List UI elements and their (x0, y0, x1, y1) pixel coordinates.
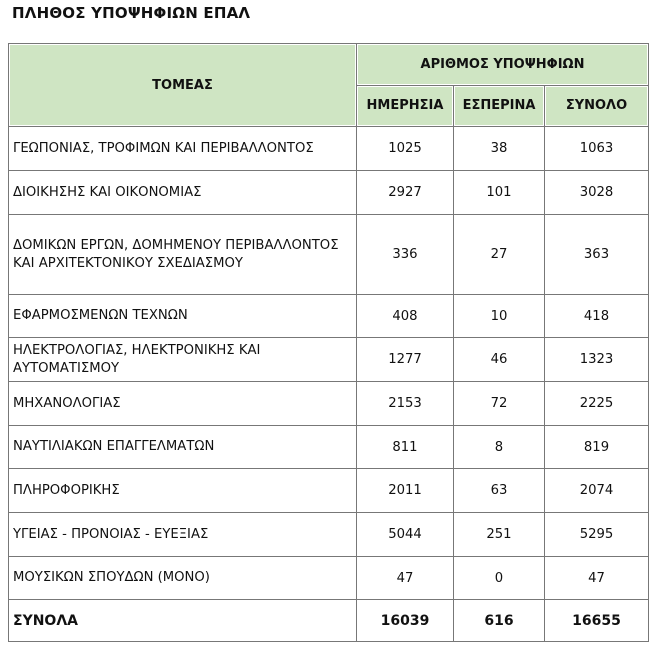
table-row (9, 513, 649, 557)
evening-cell: 38 (454, 127, 545, 171)
total-column-header: ΣΥΝΟΛΟ (545, 85, 649, 127)
totals-day: 16039 (357, 600, 454, 642)
table-row (9, 426, 649, 469)
day-cell: 1025 (357, 127, 454, 171)
sector-cell: ΔΙΟΙΚΗΣΗΣ ΚΑΙ ΟΙΚΟΝΟΜΙΑΣ (9, 171, 357, 215)
sector-cell: ΔΟΜΙΚΩΝ ΕΡΓΩΝ, ΔΟΜΗΜΕΝΟΥ ΠΕΡΙΒΑΛΛΟΝΤΟΣ ΚΑΙ ΑΡΧΙΤΕΚΤΟΝΙΚΟΥ ΣΧΕΔΙΑΣΜΟΥ (9, 215, 357, 295)
sector-cell: ΝΑΥΤΙΛΙΑΚΩΝ ΕΠΑΓΓΕΛΜΑΤΩΝ (9, 426, 357, 469)
day-cell: 2011 (357, 469, 454, 513)
evening-cell: 101 (454, 171, 545, 215)
day-cell: 2927 (357, 171, 454, 215)
total-cell: 1323 (545, 338, 649, 382)
sector-cell: ΜΗΧΑΝΟΛΟΓΙΑΣ (9, 382, 357, 426)
evening-cell: 10 (454, 295, 545, 338)
evening-cell: 46 (454, 338, 545, 382)
evening-cell: 63 (454, 469, 545, 513)
day-cell: 2153 (357, 382, 454, 426)
table-row (9, 557, 649, 600)
day-cell: 811 (357, 426, 454, 469)
total-cell: 418 (545, 295, 649, 338)
day-column-header: ΗΜΕΡΗΣΙΑ (357, 85, 454, 127)
evening-cell: 8 (454, 426, 545, 469)
page-title: ΠΛΗΘΟΣ ΥΠΟΨΗΦΙΩΝ ΕΠΑΛ (12, 4, 251, 22)
day-cell: 336 (357, 215, 454, 295)
evening-cell: 0 (454, 557, 545, 600)
sector-cell: ΗΛΕΚΤΡΟΛΟΓΙΑΣ, ΗΛΕΚΤΡΟΝΙΚΗΣ ΚΑΙ ΑΥΤΟΜΑΤΙΣΜΟΥ (9, 338, 357, 382)
sector-cell: ΜΟΥΣΙΚΩΝ ΣΠΟΥΔΩΝ (ΜΟΝΟ) (9, 557, 357, 600)
total-cell: 819 (545, 426, 649, 469)
day-cell: 5044 (357, 513, 454, 557)
totals-evening: 616 (454, 600, 545, 642)
day-cell: 408 (357, 295, 454, 338)
total-cell: 2225 (545, 382, 649, 426)
table-row (9, 215, 649, 295)
sector-cell: ΕΦΑΡΜΟΣΜΕΝΩΝ ΤΕΧΝΩΝ (9, 295, 357, 338)
table-row (9, 469, 649, 513)
sector-cell: ΠΛΗΡΟΦΟΡΙΚΗΣ (9, 469, 357, 513)
evening-cell: 72 (454, 382, 545, 426)
totals-row (9, 600, 649, 642)
sector-cell: ΓΕΩΠΟΝΙΑΣ, ΤΡΟΦΙΜΩΝ ΚΑΙ ΠΕΡΙΒΑΛΛΟΝΤΟΣ (9, 127, 357, 171)
evening-cell: 251 (454, 513, 545, 557)
table-row (9, 338, 649, 382)
table-row (9, 295, 649, 338)
total-cell: 2074 (545, 469, 649, 513)
sector-column-header: ΤΟΜΕΑΣ (9, 44, 357, 127)
total-cell: 5295 (545, 513, 649, 557)
total-cell: 363 (545, 215, 649, 295)
table-row (9, 382, 649, 426)
sector-cell: ΥΓΕΙΑΣ - ΠΡΟΝΟΙΑΣ - ΕΥΕΞΙΑΣ (9, 513, 357, 557)
candidates-group-header: ΑΡΙΘΜΟΣ ΥΠΟΨΗΦΙΩΝ (357, 44, 649, 86)
day-cell: 1277 (357, 338, 454, 382)
totals-label: ΣΥΝΟΛΑ (9, 600, 357, 642)
total-cell: 47 (545, 557, 649, 600)
table-row (9, 171, 649, 215)
day-cell: 47 (357, 557, 454, 600)
evening-cell: 27 (454, 215, 545, 295)
total-cell: 1063 (545, 127, 649, 171)
total-cell: 3028 (545, 171, 649, 215)
candidates-table (8, 43, 649, 642)
evening-column-header: ΕΣΠΕΡΙΝΑ (454, 85, 545, 127)
totals-total: 16655 (545, 600, 649, 642)
header-row-1 (9, 44, 649, 86)
table-row (9, 127, 649, 171)
